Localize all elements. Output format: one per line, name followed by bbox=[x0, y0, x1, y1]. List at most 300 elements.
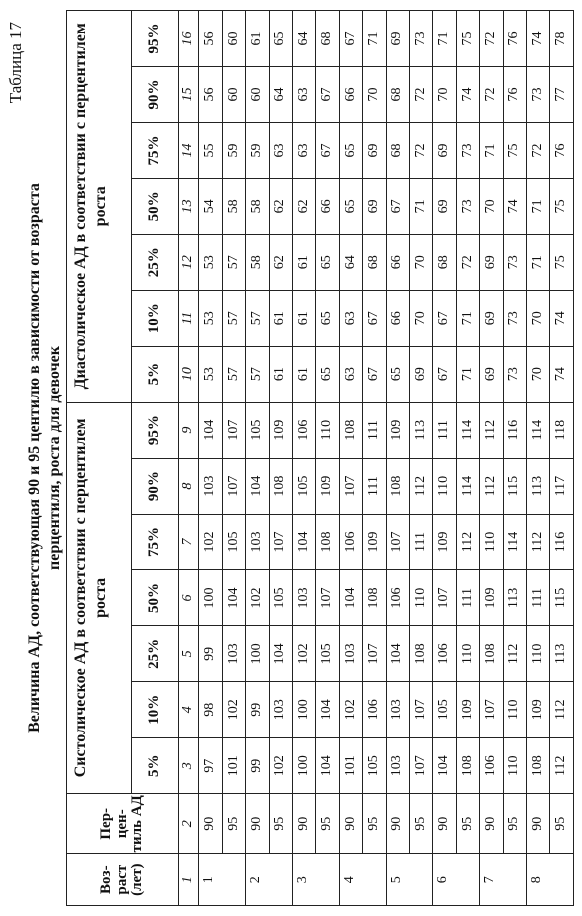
column-number: 14 bbox=[178, 122, 198, 178]
systolic-value: 102 bbox=[246, 570, 269, 626]
diastolic-value: 78 bbox=[550, 11, 574, 67]
systolic-value: 108 bbox=[363, 570, 386, 626]
diastolic-height-percentile: 10% bbox=[132, 290, 179, 346]
systolic-value: 103 bbox=[386, 738, 409, 794]
bp-percentile-cell: 90 bbox=[480, 794, 503, 854]
systolic-value: 107 bbox=[480, 682, 503, 738]
diastolic-value: 72 bbox=[480, 67, 503, 123]
systolic-value: 106 bbox=[480, 738, 503, 794]
diastolic-value: 69 bbox=[363, 178, 386, 234]
age-cell: 8 bbox=[527, 854, 574, 906]
systolic-value: 104 bbox=[433, 738, 456, 794]
column-number: 2 bbox=[178, 794, 198, 854]
systolic-value: 112 bbox=[527, 514, 550, 570]
diastolic-value: 74 bbox=[527, 11, 550, 67]
systolic-value: 107 bbox=[410, 682, 433, 738]
systolic-value: 107 bbox=[410, 738, 433, 794]
column-number: 10 bbox=[178, 346, 198, 402]
diastolic-value: 73 bbox=[503, 346, 526, 402]
diastolic-value: 70 bbox=[527, 290, 550, 346]
systolic-value: 105 bbox=[222, 514, 245, 570]
systolic-value: 110 bbox=[503, 738, 526, 794]
diastolic-value: 65 bbox=[339, 122, 362, 178]
systolic-value: 108 bbox=[480, 626, 503, 682]
diastolic-value: 72 bbox=[410, 67, 433, 123]
systolic-value: 116 bbox=[503, 402, 526, 458]
diastolic-value: 73 bbox=[503, 234, 526, 290]
systolic-value: 100 bbox=[292, 738, 315, 794]
systolic-value: 109 bbox=[433, 514, 456, 570]
diastolic-value: 68 bbox=[363, 234, 386, 290]
systolic-value: 107 bbox=[433, 570, 456, 626]
systolic-value: 103 bbox=[246, 514, 269, 570]
diastolic-value: 61 bbox=[246, 11, 269, 67]
diastolic-value: 63 bbox=[292, 67, 315, 123]
table-row bbox=[222, 11, 245, 906]
bp-percentile-cell: 95 bbox=[316, 794, 339, 854]
systolic-value: 111 bbox=[456, 570, 479, 626]
diastolic-height-percentile: 50% bbox=[132, 178, 179, 234]
systolic-value: 107 bbox=[339, 458, 362, 514]
systolic-value: 103 bbox=[386, 682, 409, 738]
systolic-height-percentile: 90% bbox=[132, 458, 179, 514]
diastolic-value: 56 bbox=[199, 67, 222, 123]
systolic-value: 114 bbox=[527, 402, 550, 458]
diastolic-value: 67 bbox=[363, 346, 386, 402]
table-row bbox=[246, 11, 269, 906]
systolic-value: 107 bbox=[269, 514, 292, 570]
systolic-value: 105 bbox=[292, 458, 315, 514]
systolic-value: 99 bbox=[199, 626, 222, 682]
diastolic-value: 65 bbox=[269, 11, 292, 67]
diastolic-value: 67 bbox=[386, 178, 409, 234]
systolic-value: 110 bbox=[480, 514, 503, 570]
diastolic-value: 74 bbox=[503, 178, 526, 234]
systolic-value: 110 bbox=[316, 402, 339, 458]
age-cell: 7 bbox=[480, 854, 527, 906]
systolic-value: 112 bbox=[503, 626, 526, 682]
systolic-value: 110 bbox=[527, 626, 550, 682]
table-body bbox=[199, 11, 574, 906]
diastolic-value: 70 bbox=[433, 67, 456, 123]
bp-percentile-cell: 95 bbox=[456, 794, 479, 854]
diastolic-height-percentile: 95% bbox=[132, 11, 179, 67]
table-row bbox=[316, 11, 339, 906]
diastolic-value: 61 bbox=[292, 346, 315, 402]
diastolic-value: 74 bbox=[550, 290, 574, 346]
diastolic-value: 61 bbox=[292, 290, 315, 346]
diastolic-value: 69 bbox=[433, 122, 456, 178]
column-number: 16 bbox=[178, 11, 198, 67]
diastolic-value: 60 bbox=[246, 67, 269, 123]
diastolic-value: 67 bbox=[363, 290, 386, 346]
diastolic-value: 61 bbox=[269, 290, 292, 346]
age-cell: 3 bbox=[292, 854, 339, 906]
diastolic-value: 64 bbox=[269, 67, 292, 123]
systolic-value: 109 bbox=[456, 682, 479, 738]
systolic-value: 104 bbox=[386, 626, 409, 682]
diastolic-value: 65 bbox=[316, 234, 339, 290]
diastolic-value: 70 bbox=[527, 346, 550, 402]
table-row bbox=[550, 11, 574, 906]
bp-percentile-cell: 95 bbox=[410, 794, 433, 854]
table-row bbox=[503, 11, 526, 906]
diastolic-value: 74 bbox=[550, 346, 574, 402]
column-number: 11 bbox=[178, 290, 198, 346]
diastolic-value: 57 bbox=[246, 290, 269, 346]
height-percentile-row bbox=[132, 11, 179, 906]
diastolic-value: 75 bbox=[550, 178, 574, 234]
systolic-value: 108 bbox=[316, 514, 339, 570]
systolic-value: 110 bbox=[410, 570, 433, 626]
diastolic-value: 70 bbox=[410, 234, 433, 290]
systolic-value: 118 bbox=[550, 402, 574, 458]
systolic-value: 112 bbox=[480, 458, 503, 514]
table-row bbox=[199, 11, 222, 906]
systolic-value: 105 bbox=[363, 738, 386, 794]
diastolic-value: 71 bbox=[527, 178, 550, 234]
systolic-value: 112 bbox=[456, 514, 479, 570]
diastolic-value: 66 bbox=[339, 67, 362, 123]
systolic-value: 102 bbox=[199, 514, 222, 570]
diastolic-value: 58 bbox=[222, 178, 245, 234]
systolic-value: 102 bbox=[269, 738, 292, 794]
diastolic-value: 63 bbox=[339, 346, 362, 402]
systolic-value: 103 bbox=[222, 626, 245, 682]
diastolic-value: 59 bbox=[222, 122, 245, 178]
table-title: Величина АД, соответствующая 90 и 95 центилю в зависимости от возраста bbox=[26, 183, 43, 733]
diastolic-value: 72 bbox=[410, 122, 433, 178]
systolic-value: 111 bbox=[433, 402, 456, 458]
diastolic-value: 74 bbox=[456, 67, 479, 123]
systolic-value: 101 bbox=[222, 738, 245, 794]
systolic-value: 111 bbox=[410, 514, 433, 570]
systolic-height-percentile: 95% bbox=[132, 402, 179, 458]
bp-percentile-cell: 90 bbox=[386, 794, 409, 854]
bp-percentile-cell: 90 bbox=[527, 794, 550, 854]
age-cell: 2 bbox=[246, 854, 293, 906]
diastolic-value: 53 bbox=[199, 290, 222, 346]
diastolic-value: 67 bbox=[433, 346, 456, 402]
systolic-value: 107 bbox=[386, 514, 409, 570]
diastolic-value: 57 bbox=[222, 234, 245, 290]
diastolic-value: 61 bbox=[292, 234, 315, 290]
systolic-value: 102 bbox=[292, 626, 315, 682]
bp-percentile-cell: 95 bbox=[503, 794, 526, 854]
diastolic-value: 72 bbox=[480, 11, 503, 67]
systolic-value: 107 bbox=[316, 570, 339, 626]
bp-percentile-cell: 95 bbox=[269, 794, 292, 854]
diastolic-value: 65 bbox=[386, 346, 409, 402]
diastolic-value: 58 bbox=[246, 178, 269, 234]
systolic-height-percentile: 5% bbox=[132, 738, 179, 794]
diastolic-value: 65 bbox=[316, 290, 339, 346]
systolic-value: 106 bbox=[386, 570, 409, 626]
diastolic-value: 57 bbox=[222, 346, 245, 402]
diastolic-value: 68 bbox=[433, 234, 456, 290]
age-cell: 5 bbox=[386, 854, 433, 906]
diastolic-height-percentile: 90% bbox=[132, 67, 179, 123]
diastolic-value: 75 bbox=[503, 122, 526, 178]
diastolic-value: 76 bbox=[550, 122, 574, 178]
diastolic-value: 75 bbox=[456, 11, 479, 67]
systolic-value: 112 bbox=[550, 682, 574, 738]
diastolic-value: 66 bbox=[386, 290, 409, 346]
systolic-value: 100 bbox=[292, 682, 315, 738]
diastolic-value: 69 bbox=[480, 346, 503, 402]
column-number: 13 bbox=[178, 178, 198, 234]
systolic-value: 109 bbox=[527, 682, 550, 738]
systolic-value: 115 bbox=[550, 570, 574, 626]
diastolic-value: 57 bbox=[222, 290, 245, 346]
diastolic-value: 71 bbox=[433, 11, 456, 67]
systolic-value: 109 bbox=[363, 514, 386, 570]
systolic-value: 104 bbox=[222, 570, 245, 626]
table-row bbox=[269, 11, 292, 906]
table-label: Таблица 17 bbox=[6, 22, 25, 104]
diastolic-value: 70 bbox=[410, 290, 433, 346]
systolic-header: Систолическое АД в соответствии с перцентилем роста bbox=[67, 402, 132, 794]
systolic-value: 114 bbox=[456, 458, 479, 514]
diastolic-value: 71 bbox=[410, 178, 433, 234]
diastolic-value: 64 bbox=[339, 234, 362, 290]
systolic-value: 98 bbox=[199, 682, 222, 738]
systolic-value: 105 bbox=[269, 570, 292, 626]
bp-percentile-header: Пер- цен- тиль АД bbox=[67, 794, 179, 854]
diastolic-value: 69 bbox=[363, 122, 386, 178]
systolic-value: 108 bbox=[456, 738, 479, 794]
column-number-row bbox=[178, 11, 198, 906]
systolic-value: 105 bbox=[433, 682, 456, 738]
systolic-value: 116 bbox=[550, 514, 574, 570]
column-number: 15 bbox=[178, 67, 198, 123]
diastolic-value: 68 bbox=[316, 11, 339, 67]
systolic-value: 105 bbox=[316, 626, 339, 682]
systolic-value: 113 bbox=[503, 570, 526, 626]
diastolic-value: 58 bbox=[246, 234, 269, 290]
systolic-height-percentile: 50% bbox=[132, 570, 179, 626]
diastolic-value: 62 bbox=[292, 178, 315, 234]
systolic-value: 102 bbox=[222, 682, 245, 738]
systolic-value: 103 bbox=[292, 570, 315, 626]
systolic-value: 107 bbox=[222, 402, 245, 458]
systolic-value: 115 bbox=[503, 458, 526, 514]
diastolic-value: 71 bbox=[456, 346, 479, 402]
systolic-value: 102 bbox=[339, 682, 362, 738]
diastolic-value: 55 bbox=[199, 122, 222, 178]
systolic-value: 108 bbox=[269, 458, 292, 514]
age-cell: 6 bbox=[433, 854, 480, 906]
diastolic-value: 69 bbox=[480, 234, 503, 290]
bp-percentile-cell: 95 bbox=[222, 794, 245, 854]
systolic-value: 106 bbox=[433, 626, 456, 682]
diastolic-value: 69 bbox=[433, 178, 456, 234]
diastolic-value: 63 bbox=[292, 122, 315, 178]
column-number: 5 bbox=[178, 626, 198, 682]
systolic-value: 106 bbox=[292, 402, 315, 458]
systolic-value: 110 bbox=[456, 626, 479, 682]
bp-percentile-cell: 90 bbox=[199, 794, 222, 854]
diastolic-value: 59 bbox=[246, 122, 269, 178]
diastolic-header: Диастолическое АД в соответствии с перцентилем роста bbox=[67, 11, 132, 403]
diastolic-value: 69 bbox=[480, 290, 503, 346]
systolic-value: 110 bbox=[503, 682, 526, 738]
age-cell: 4 bbox=[339, 854, 386, 906]
systolic-value: 113 bbox=[410, 402, 433, 458]
diastolic-value: 60 bbox=[222, 67, 245, 123]
systolic-value: 111 bbox=[363, 402, 386, 458]
diastolic-value: 56 bbox=[199, 11, 222, 67]
systolic-value: 112 bbox=[410, 458, 433, 514]
systolic-value: 104 bbox=[199, 402, 222, 458]
diastolic-height-percentile: 75% bbox=[132, 122, 179, 178]
diastolic-value: 61 bbox=[269, 346, 292, 402]
systolic-value: 109 bbox=[480, 570, 503, 626]
diastolic-value: 76 bbox=[503, 67, 526, 123]
systolic-value: 108 bbox=[527, 738, 550, 794]
table-row bbox=[386, 11, 409, 906]
diastolic-value: 65 bbox=[339, 178, 362, 234]
table-row bbox=[339, 11, 362, 906]
column-number: 9 bbox=[178, 402, 198, 458]
column-number: 6 bbox=[178, 570, 198, 626]
systolic-value: 100 bbox=[199, 570, 222, 626]
diastolic-value: 69 bbox=[386, 11, 409, 67]
systolic-value: 99 bbox=[246, 738, 269, 794]
diastolic-value: 72 bbox=[527, 122, 550, 178]
diastolic-value: 73 bbox=[456, 178, 479, 234]
systolic-value: 101 bbox=[339, 738, 362, 794]
bp-percentile-cell: 90 bbox=[339, 794, 362, 854]
systolic-value: 106 bbox=[339, 514, 362, 570]
bp-percentile-cell: 90 bbox=[433, 794, 456, 854]
age-cell: 1 bbox=[199, 854, 246, 906]
systolic-value: 103 bbox=[339, 626, 362, 682]
systolic-value: 108 bbox=[386, 458, 409, 514]
systolic-value: 110 bbox=[433, 458, 456, 514]
systolic-value: 111 bbox=[527, 570, 550, 626]
diastolic-value: 70 bbox=[480, 178, 503, 234]
systolic-height-percentile: 25% bbox=[132, 626, 179, 682]
diastolic-value: 60 bbox=[222, 11, 245, 67]
diastolic-value: 69 bbox=[410, 346, 433, 402]
diastolic-height-percentile: 5% bbox=[132, 346, 179, 402]
diastolic-value: 66 bbox=[386, 234, 409, 290]
diastolic-value: 73 bbox=[527, 67, 550, 123]
diastolic-value: 53 bbox=[199, 234, 222, 290]
systolic-value: 112 bbox=[480, 402, 503, 458]
systolic-value: 109 bbox=[269, 402, 292, 458]
diastolic-value: 71 bbox=[480, 122, 503, 178]
diastolic-value: 62 bbox=[269, 178, 292, 234]
diastolic-height-percentile: 25% bbox=[132, 234, 179, 290]
diastolic-value: 72 bbox=[456, 234, 479, 290]
diastolic-value: 53 bbox=[199, 346, 222, 402]
diastolic-value: 65 bbox=[316, 346, 339, 402]
table-row bbox=[292, 11, 315, 906]
diastolic-value: 62 bbox=[269, 234, 292, 290]
systolic-value: 113 bbox=[527, 458, 550, 514]
systolic-value: 108 bbox=[410, 626, 433, 682]
table-row bbox=[527, 11, 550, 906]
column-number: 12 bbox=[178, 234, 198, 290]
systolic-value: 109 bbox=[316, 458, 339, 514]
blood-pressure-table bbox=[66, 10, 574, 906]
systolic-value: 104 bbox=[246, 458, 269, 514]
diastolic-value: 73 bbox=[503, 290, 526, 346]
diastolic-value: 70 bbox=[363, 67, 386, 123]
diastolic-value: 71 bbox=[527, 234, 550, 290]
systolic-value: 105 bbox=[246, 402, 269, 458]
diastolic-value: 73 bbox=[410, 11, 433, 67]
diastolic-value: 77 bbox=[550, 67, 574, 123]
column-number: 8 bbox=[178, 458, 198, 514]
diastolic-value: 67 bbox=[339, 11, 362, 67]
systolic-value: 108 bbox=[339, 402, 362, 458]
table-subtitle: перцентиля, роста для девочек bbox=[46, 346, 63, 570]
systolic-value: 107 bbox=[363, 626, 386, 682]
diastolic-value: 71 bbox=[456, 290, 479, 346]
diastolic-value: 67 bbox=[316, 67, 339, 123]
diastolic-value: 68 bbox=[386, 67, 409, 123]
column-number: 7 bbox=[178, 514, 198, 570]
diastolic-value: 63 bbox=[339, 290, 362, 346]
age-header: Воз- раст (лет) bbox=[67, 854, 179, 906]
diastolic-value: 71 bbox=[363, 11, 386, 67]
diastolic-value: 68 bbox=[386, 122, 409, 178]
diastolic-value: 76 bbox=[503, 11, 526, 67]
diastolic-value: 57 bbox=[246, 346, 269, 402]
systolic-value: 113 bbox=[550, 626, 574, 682]
diastolic-value: 75 bbox=[550, 234, 574, 290]
table-row bbox=[456, 11, 479, 906]
systolic-value: 104 bbox=[316, 682, 339, 738]
systolic-value: 106 bbox=[363, 682, 386, 738]
systolic-value: 109 bbox=[386, 402, 409, 458]
column-number: 3 bbox=[178, 738, 198, 794]
table-row bbox=[410, 11, 433, 906]
systolic-value: 117 bbox=[550, 458, 574, 514]
systolic-value: 104 bbox=[339, 570, 362, 626]
bp-percentile-cell: 95 bbox=[363, 794, 386, 854]
systolic-value: 99 bbox=[246, 682, 269, 738]
systolic-value: 114 bbox=[503, 514, 526, 570]
diastolic-value: 54 bbox=[199, 178, 222, 234]
bp-percentile-cell: 90 bbox=[292, 794, 315, 854]
diastolic-value: 67 bbox=[316, 122, 339, 178]
diastolic-value: 67 bbox=[433, 290, 456, 346]
systolic-value: 103 bbox=[269, 682, 292, 738]
diastolic-value: 64 bbox=[292, 11, 315, 67]
systolic-value: 104 bbox=[292, 514, 315, 570]
systolic-value: 114 bbox=[456, 402, 479, 458]
systolic-value: 111 bbox=[363, 458, 386, 514]
diastolic-value: 73 bbox=[456, 122, 479, 178]
systolic-height-percentile: 10% bbox=[132, 682, 179, 738]
bp-percentile-cell: 95 bbox=[550, 794, 574, 854]
bp-percentile-cell: 90 bbox=[246, 794, 269, 854]
table-row bbox=[433, 11, 456, 906]
systolic-value: 103 bbox=[199, 458, 222, 514]
column-number: 4 bbox=[178, 682, 198, 738]
systolic-value: 107 bbox=[222, 458, 245, 514]
systolic-value: 104 bbox=[269, 626, 292, 682]
systolic-height-percentile: 75% bbox=[132, 514, 179, 570]
systolic-value: 97 bbox=[199, 738, 222, 794]
systolic-value: 104 bbox=[316, 738, 339, 794]
table-row bbox=[480, 11, 503, 906]
column-number: 1 bbox=[178, 854, 198, 906]
